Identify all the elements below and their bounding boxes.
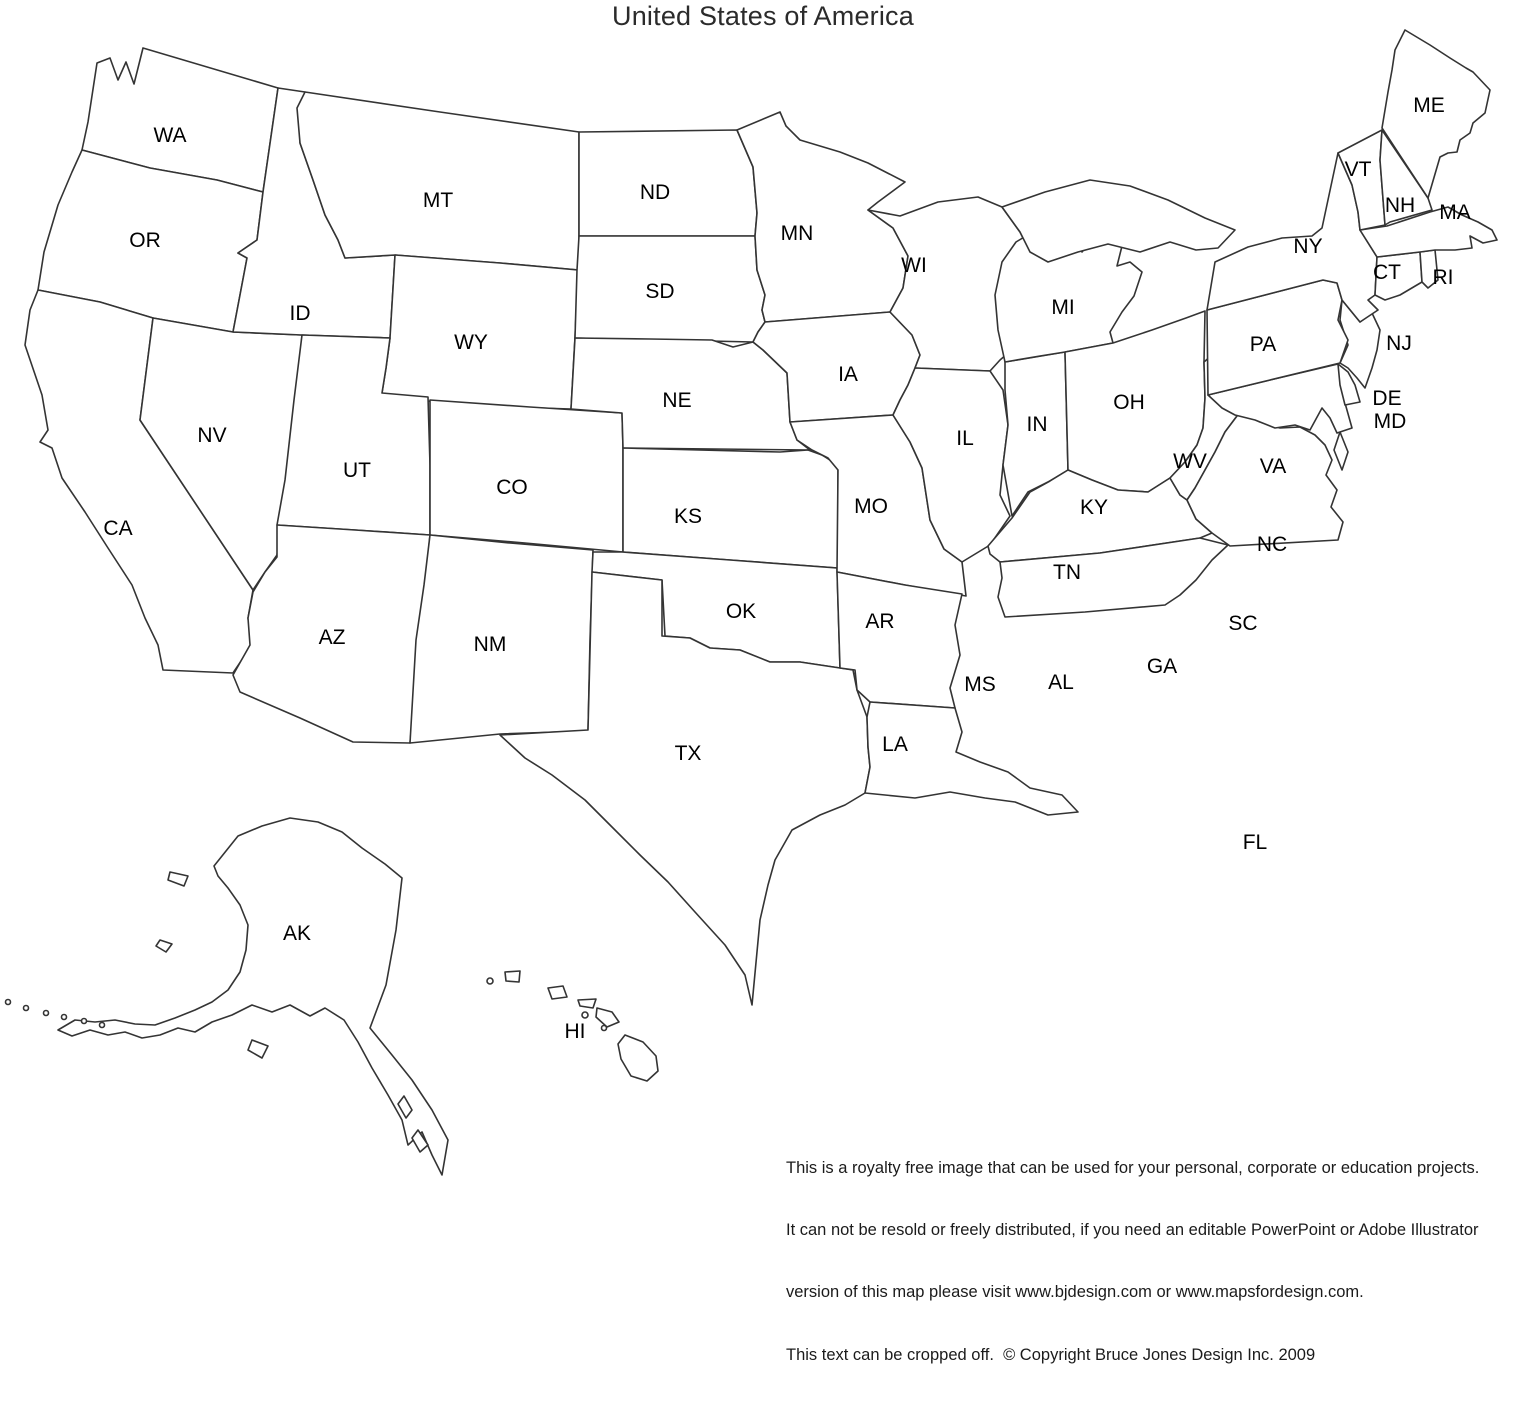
state-label-wv: WV [1173, 450, 1207, 473]
state-label-il: IL [956, 427, 974, 450]
state-shape-ak [58, 818, 448, 1175]
copyright-line: This is a royalty free image that can be used for your personal, corporate or education projects. [786, 1158, 1480, 1177]
state-label-wy: WY [454, 331, 488, 354]
state-label-mo: MO [854, 495, 888, 518]
state-label-nm: NM [473, 633, 507, 656]
state-label-me: ME [1413, 94, 1445, 117]
state-label-ks: KS [673, 505, 703, 528]
state-label-la: LA [882, 733, 908, 756]
island-st-lawrence [168, 872, 188, 886]
state-shape-la [865, 702, 1078, 815]
state-label-mi: MI [1051, 296, 1075, 319]
state-label-ia: IA [838, 363, 858, 386]
state-label-wi: WI [901, 254, 927, 277]
state-label-hi: HI [564, 1020, 586, 1043]
island-nunivak [156, 940, 172, 952]
state-label-ri: RI [1432, 266, 1454, 289]
page-title: United States of America [612, 1, 914, 31]
island-kodiak [248, 1040, 268, 1058]
state-label-vt: VT [1344, 158, 1372, 181]
island-aleutian-dot [100, 1023, 105, 1028]
state-shape-ks [623, 448, 838, 568]
copyright-line: It can not be resold or freely distributed, if you need an editable PowerPoint or Adobe Illustrator [786, 1220, 1479, 1239]
state-label-nh: NH [1384, 194, 1416, 217]
state-label-tx: TX [674, 742, 702, 765]
state-label-ms: MS [964, 673, 996, 696]
state-label-ct: CT [1373, 261, 1401, 284]
state-label-ga: GA [1146, 655, 1178, 678]
state-label-tn: TN [1053, 561, 1081, 584]
state-label-ne: NE [662, 389, 692, 412]
copyright-line: This text can be cropped off. © Copyright Bruce Jones Design Inc. 2009 [786, 1345, 1316, 1364]
copyright-text [786, 1116, 1526, 1407]
state-label-ky: KY [1079, 496, 1109, 519]
state-label-nd: ND [639, 181, 671, 204]
state-label-ut: UT [343, 459, 371, 482]
state-label-va: VA [1259, 455, 1287, 478]
state-label-oh: OH [1113, 391, 1145, 414]
state-label-md: MD [1373, 410, 1407, 433]
state-label-nj: NJ [1386, 332, 1412, 355]
state-label-mn: MN [780, 222, 814, 245]
state-label-ar: AR [865, 610, 895, 633]
island-aleutian-dot [6, 1000, 11, 1005]
state-label-mt: MT [422, 189, 454, 212]
state-label-wa: WA [153, 124, 187, 147]
state-label-al: AL [1048, 671, 1074, 694]
state-label-nc: NC [1256, 533, 1288, 556]
state-label-ma: MA [1439, 201, 1471, 224]
island-hi-big-island [618, 1035, 658, 1081]
state-label-sd: SD [645, 280, 675, 303]
state-label-sc: SC [1228, 612, 1258, 635]
island-hi-oahu [548, 986, 567, 999]
island-aleutian-dot [44, 1011, 49, 1016]
island-aleutian-dot [82, 1019, 87, 1024]
island-hi-niihau [487, 978, 493, 984]
island-hi-lanai [582, 1012, 588, 1018]
island-hi-maui [596, 1008, 619, 1027]
state-label-in: IN [1026, 413, 1048, 436]
state-label-az: AZ [318, 626, 346, 649]
state-label-nv: NV [197, 424, 227, 447]
island-hi-kauai [505, 971, 520, 982]
state-label-id: ID [289, 302, 311, 325]
island-hi-molokai [578, 999, 596, 1008]
state-label-ca: CA [103, 517, 133, 540]
island-aleutian-dot [62, 1015, 67, 1020]
state-label-ak: AK [282, 922, 312, 945]
state-label-or: OR [129, 229, 161, 252]
state-shape-va-eastern-shore [1334, 432, 1348, 470]
state-shape-mt [297, 92, 579, 270]
state-label-co: CO [496, 476, 528, 499]
state-label-ny: NY [1293, 235, 1323, 258]
state-label-pa: PA [1249, 333, 1277, 356]
state-label-de: DE [1372, 387, 1402, 410]
state-label-ok: OK [725, 600, 757, 623]
island-aleutian-dot [24, 1006, 29, 1011]
state-label-fl: FL [1242, 831, 1268, 854]
copyright-line: version of this map please visit www.bjdesign.com or www.mapsfordesign.com. [786, 1283, 1364, 1302]
